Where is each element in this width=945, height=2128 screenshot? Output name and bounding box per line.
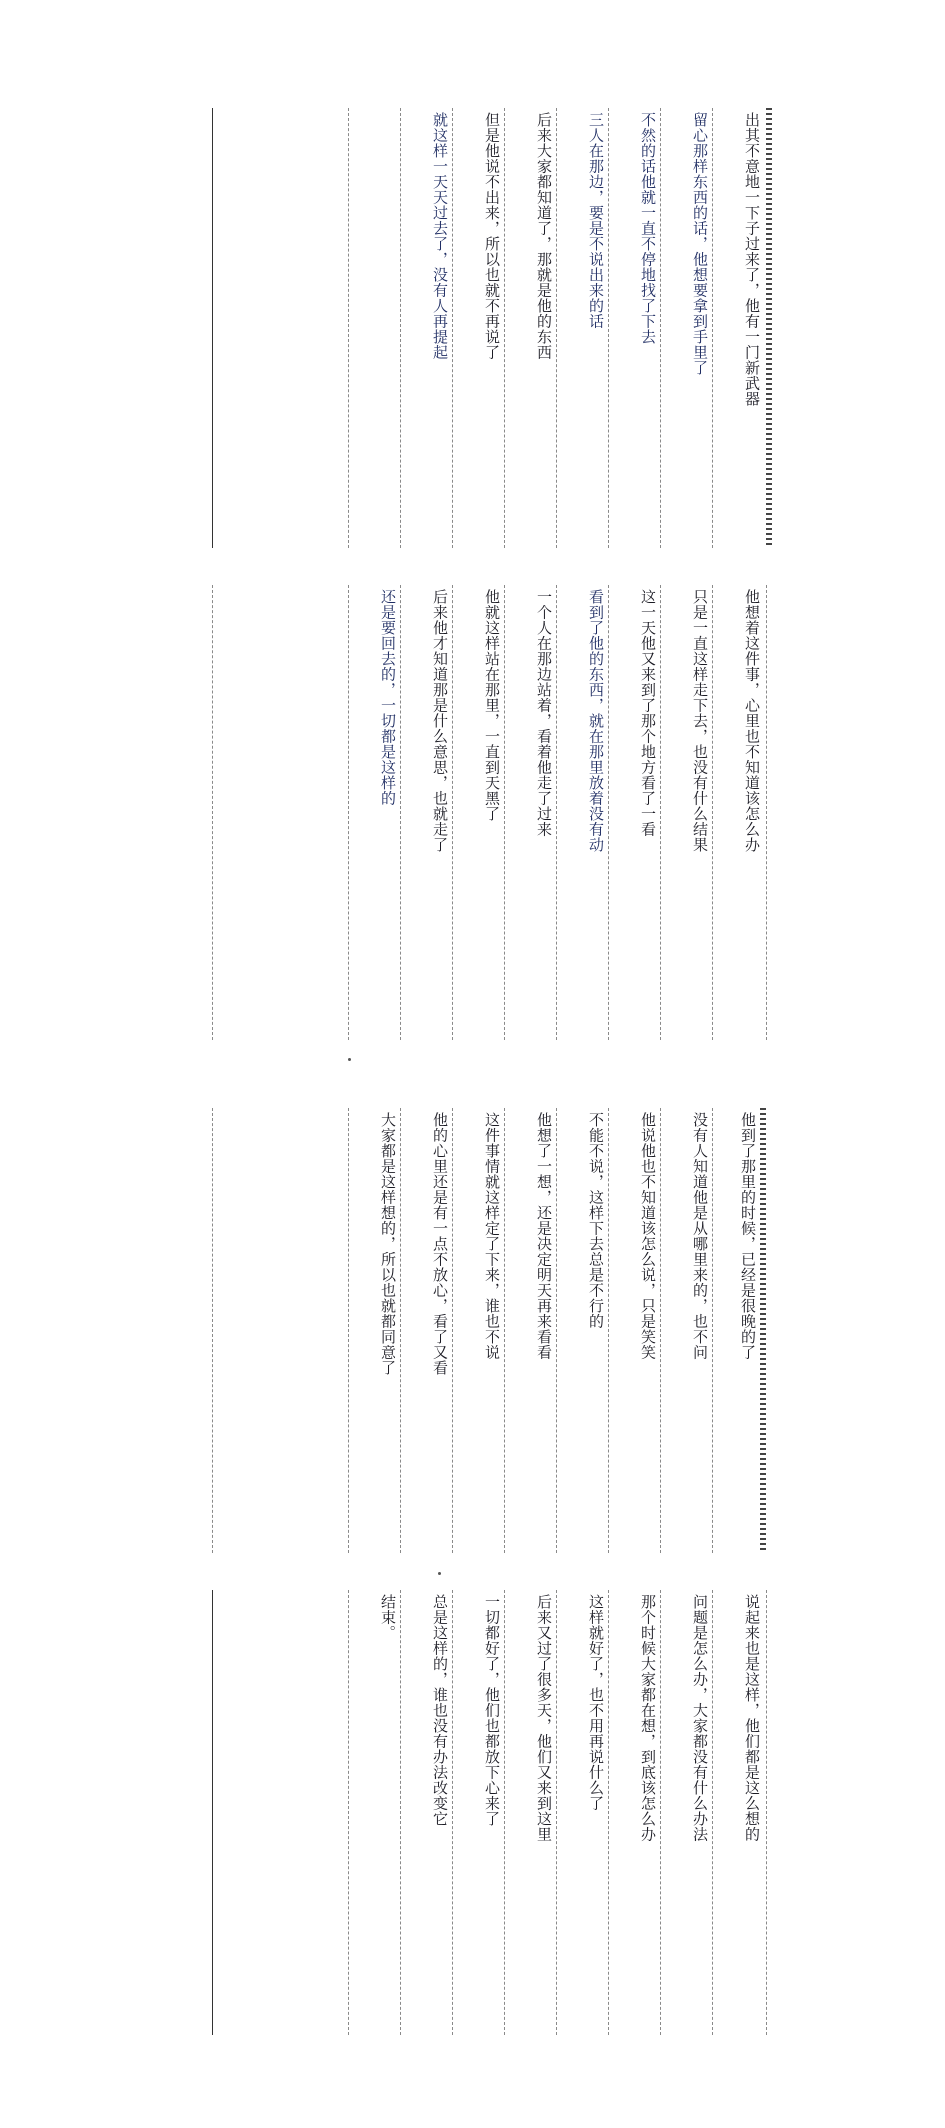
rule-line [712,1108,713,1553]
rule-line [766,585,767,1040]
handwritten-column: 那个时候大家都在想，到底该怎么办 [639,1594,657,1842]
handwritten-column: 他想了一想，还是决定明天再来看看 [535,1112,553,1360]
text-block-1 [200,108,770,548]
rule-line [608,108,609,548]
handwritten-column: 不能不说，这样下去总是不行的 [587,1112,605,1329]
rule-line [660,1590,661,2035]
handwritten-column: 出其不意地一下子过来了，他有一门新武器 [743,112,761,407]
rule-line [400,585,401,1040]
handwritten-column: 不然的话他就一直不停地找了下去 [639,112,657,345]
text-block-4 [200,1590,770,2035]
rule-line [400,1590,401,2035]
rule-line [712,585,713,1040]
text-block-2 [200,585,770,1040]
handwritten-column: 说起来也是这样，他们都是这么想的 [743,1594,761,1842]
rule-line [608,1108,609,1553]
rule-line [212,1108,213,1553]
handwritten-column: 但是他说不出来，所以也就不再说了 [483,112,501,360]
handwritten-column: 这样就好了，也不用再说什么了 [587,1594,605,1811]
handwritten-column: 只是一直这样走下去，也没有什么结果 [691,589,709,853]
rule-line [504,1108,505,1553]
handwritten-column: 三人在那边，要是不说出来的话 [587,112,605,329]
handwritten-column: 大家都是这样想的，所以也就都同意了 [379,1112,397,1376]
handwritten-column: 后来大家都知道了，那就是他的东西 [535,112,553,360]
rule-line [400,108,401,548]
ink-dot [348,1058,351,1061]
handwritten-column: 他的心里还是有一点不放心，看了又看 [431,1112,449,1376]
rule-line [452,1108,453,1553]
rule-line [452,108,453,548]
handwritten-column: 就这样一天天过去了，没有人再提起 [431,112,449,360]
handwritten-column: 总是这样的，谁也没有办法改变它 [431,1594,449,1827]
handwritten-column: 他就这样站在那里，一直到天黑了 [483,589,501,822]
handwritten-column: 看到了他的东西，就在那里放着没有动 [587,589,605,853]
rule-line [608,1590,609,2035]
rule-line [504,1590,505,2035]
handwritten-column: 后来他才知道那是什么意思，也就走了 [431,589,449,853]
handwritten-column: 一切都好了，他们也都放下心来了 [483,1594,501,1827]
handwritten-column: 留心那样东西的话，他想要拿到手里了 [691,112,709,376]
rule-line [660,1108,661,1553]
block-border-left [212,1590,213,2035]
rule-line [556,1590,557,2035]
rule-line [766,1590,767,2035]
ink-dot [438,1572,441,1575]
rule-line [348,585,349,1040]
block-border-right [760,1108,766,1553]
rule-line [608,585,609,1040]
rule-line [660,585,661,1040]
rule-line [556,585,557,1040]
handwritten-column: 他说他也不知道该怎么说，只是笑笑 [639,1112,657,1360]
rule-line [452,1590,453,2035]
handwritten-column: 后来又过了很多天，他们又来到这里 [535,1594,553,1842]
rule-line [504,585,505,1040]
handwritten-column: 问题是怎么办，大家都没有什么办法 [691,1594,709,1842]
rule-line [348,1590,349,2035]
handwritten-column: 这一天他又来到了那个地方看了一看 [639,589,657,837]
block-border-left [212,108,213,548]
rule-line [712,108,713,548]
handwritten-column: 这件事情就这样定了下来，谁也不说 [483,1112,501,1360]
rule-line [556,1108,557,1553]
handwritten-column: 没有人知道他是从哪里来的，也不问 [691,1112,709,1360]
rule-line [348,108,349,548]
handwritten-column: 还是要回去的，一切都是这样的 [379,589,397,806]
handwritten-column: 他到了那里的时候，已经是很晚的了 [739,1112,757,1360]
rule-line [400,1108,401,1553]
rule-line [212,585,213,1040]
rule-line [452,585,453,1040]
handwritten-column: 他想着这件事，心里也不知道该怎么办 [743,589,761,853]
rule-line [660,108,661,548]
handwritten-column: 一个人在那边站着，看着他走了过来 [535,589,553,837]
rule-line [556,108,557,548]
rule-line [504,108,505,548]
handwritten-column: 结束。 [379,1594,397,1641]
rule-line [348,1108,349,1553]
text-block-3 [200,1108,770,1553]
block-border-right [766,108,772,548]
rule-line [712,1590,713,2035]
